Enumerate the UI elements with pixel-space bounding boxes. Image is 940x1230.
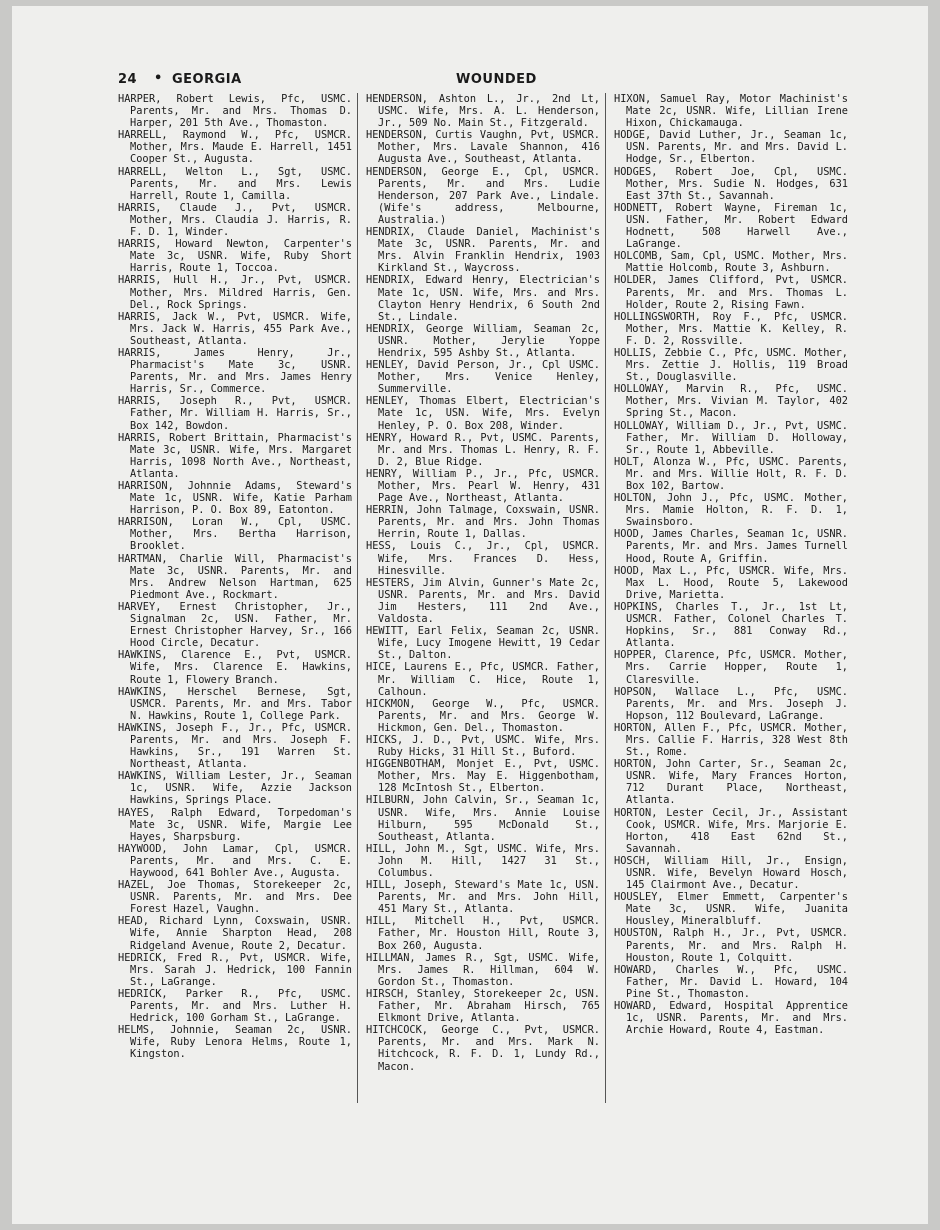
- casualty-entry: HENLEY, Thomas Elbert, Electrician's Mate 1c, USN. Wife, Mrs. Evelyn Henley, P. O. Box 208, Winder.: [366, 395, 600, 432]
- casualty-entry: HORTON, Lester Cecil, Jr., Assistant Cook, USMCR. Wife, Mrs. Marjorie E. Horton, 418 East 62nd St., Savannah.: [614, 806, 848, 855]
- casualty-entry: HORTON, Allen F., Pfc, USMCR. Mother, Mrs. Callie F. Harris, 328 West 8th St., Rome.: [614, 721, 848, 759]
- casualty-entry: HOWARD, Charles W., Pfc, USMC. Father, Mr. David L. Howard, 104 Pine St., Thomaston.: [614, 963, 848, 1000]
- column-1: [118, 93, 352, 1061]
- casualty-entry: HAWKINS, Joseph F., Jr., Pfc, USMCR. Parents, Mr. and Mrs. Joseph F. Hawkins, Sr., 191 Warren St. Northeast, Atlanta.: [118, 721, 352, 771]
- casualty-entry: HAWKINS, Herschel Bernese, Sgt, USMCR. Parents, Mr. and Mrs. Tabor N. Hawkins, Route 1, College Park.: [118, 685, 352, 722]
- casualty-entry: HENRY, William P., Jr., Pfc, USMCR. Mother, Mrs. Pearl W. Henry, 431 Page Ave., Northeast, Atlanta.: [366, 467, 600, 505]
- casualty-entry: HILBURN, John Calvin, Sr., Seaman 1c, USNR. Wife, Mrs. Annie Louise Hilburn, 595 McDonald St., Southeast, Atlanta.: [366, 794, 600, 843]
- casualty-entry: HAWKINS, Clarence E., Pvt, USMCR. Wife, Mrs. Clarence E. Hawkins, Route 1, Flowery Branch.: [118, 649, 352, 686]
- casualty-entry: HOSCH, William Hill, Jr., Ensign, USNR. Wife, Bevelyn Howard Hosch, 145 Clairmont Ave., Decatur.: [614, 854, 848, 892]
- casualty-entry: HENRY, Howard R., Pvt, USMC. Parents, Mr. and Mrs. Thomas L. Henry, R. F. D. 2, Blue Ridge.: [366, 431, 600, 468]
- casualty-entry: HIXON, Samuel Ray, Motor Machinist's Mate 2c, USNR. Wife, Lillian Irene Hixon, Chickamauga.: [614, 93, 848, 130]
- column-divider: [357, 93, 358, 1103]
- casualty-entry: HILLMAN, James R., Sgt, USMC. Wife, Mrs. James R. Hillman, 604 W. Gordon St., Thomaston.: [366, 951, 600, 988]
- casualty-entry: HODGES, Robert Joe, Cpl, USMC. Mother, Mrs. Sudie N. Hodges, 631 East 37th St., Savannah.: [614, 165, 848, 202]
- casualty-entry: HICKMON, George W., Pfc, USMCR. Parents, Mr. and Mrs. George W. Hickmon, Gen. Del., Thomaston.: [366, 697, 600, 734]
- casualty-entry: HENDRIX, Claude Daniel, Machinist's Mate 3c, USNR. Parents, Mr. and Mrs. Alvin Franklin Hendrix, 1903 Kirkland St., Waycross.: [366, 226, 600, 275]
- casualty-entry: HOLTON, John J., Pfc, USMC. Mother, Mrs. Mamie Holton, R. F. D. 1, Swainsboro.: [614, 492, 848, 529]
- casualty-entry: HOLLOWAY, William D., Jr., Pvt, USMC. Father, Mr. William D. Holloway, Sr., Route 1, Abbeville.: [614, 419, 848, 456]
- casualty-entry: HARRIS, Hull H., Jr., Pvt, USMCR. Mother, Mrs. Mildred Harris, Gen. Del., Rock Springs.: [118, 274, 352, 311]
- casualty-entry: HEDRICK, Parker R., Pfc, USMC. Parents, Mr. and Mrs. Luther H. Hedrick, 100 Gorham St., LaGrange.: [118, 987, 352, 1025]
- casualty-entry: HOPSON, Wallace L., Pfc, USMC. Parents, Mr. and Mrs. Joseph J. Hopson, 112 Boulevard, LaGrange.: [614, 685, 848, 722]
- casualty-entry: HENDERSON, Ashton L., Jr., 2nd Lt, USMC. Wife, Mrs. A. L. Henderson, Jr., 509 No. Main St., Fitzgerald.: [366, 93, 600, 130]
- casualty-entry: HAWKINS, William Lester, Jr., Seaman 1c, USNR. Wife, Azzie Jackson Hawkins, Springs Place.: [118, 770, 352, 807]
- casualty-entry: HENDRIX, George William, Seaman 2c, USNR. Mother, Jerylie Yoppe Hendrix, 595 Ashby St., Atlanta.: [366, 322, 600, 359]
- column-2: [366, 93, 600, 1073]
- casualty-entry: HARRIS, James Henry, Jr., Pharmacist's Mate 3c, USNR. Parents, Mr. and Mrs. James Henry Harris, Sr., Commerce.: [118, 346, 352, 396]
- casualty-entry: HARRELL, Raymond W., Pfc, USMCR. Mother, Mrs. Maude E. Harrell, 1451 Cooper St., Augusta.: [118, 129, 352, 166]
- casualty-entry: HARRIS, Robert Brittain, Pharmacist's Mate 3c, USNR. Wife, Mrs. Margaret Harris, 1098 North Ave., Northeast, Atlanta.: [118, 431, 352, 480]
- casualty-entry: HOUSTON, Ralph H., Jr., Pvt, USMCR. Parents, Mr. and Mrs. Ralph H. Houston, Route 1, Colquitt.: [614, 927, 848, 964]
- page-title: WOUNDED: [456, 72, 537, 87]
- casualty-entry: HOOD, Max L., Pfc, USMCR. Wife, Mrs. Max L. Hood, Route 5, Lakewood Drive, Marietta.: [614, 564, 848, 601]
- casualty-entry: HARRISON, Loran W., Cpl, USMC. Mother, Mrs. Bertha Harrison, Brooklet.: [118, 516, 352, 553]
- casualty-entry: HICKS, J. D., Pvt, USMC. Wife, Mrs. Ruby Hicks, 31 Hill St., Buford.: [366, 733, 600, 759]
- page-number: 24: [118, 72, 138, 87]
- casualty-entry: HOLT, Alonza W., Pfc, USMC. Parents, Mr. and Mrs. Willie Holt, R. F. D. Box 102, Bartow.: [614, 455, 848, 492]
- casualty-entry: HENLEY, David Person, Jr., Cpl USMC. Mother, Mrs. Venice Henley, Summerville.: [366, 359, 600, 396]
- casualty-entry: HODNETT, Robert Wayne, Fireman 1c, USN. Father, Mr. Robert Edward Hodnett, 508 Harwell Ave., LaGrange.: [614, 201, 848, 251]
- casualty-entry: HOLDER, James Clifford, Pvt, USMCR. Parents, Mr. and Mrs. Thomas L. Holder, Route 2, Rising Fawn.: [614, 274, 848, 311]
- casualty-entry: HILL, Joseph, Steward's Mate 1c, USN. Parents, Mr. and Mrs. John Hill, 451 Mary St., Atlanta.: [366, 879, 600, 916]
- column-3: [614, 93, 848, 1036]
- casualty-entry: HARRELL, Welton L., Sgt, USMC. Parents, Mr. and Mrs. Lewis Harrell, Route 1, Camilla.: [118, 165, 352, 202]
- casualty-entry: HENDRIX, Edward Henry, Electrician's Mate 1c, USN. Wife, Mrs. and Mrs. Clayton Henry Hendrix, 6 South 2nd St., Lindale.: [366, 274, 600, 323]
- casualty-entry: HOPPER, Clarence, Pfc, USMCR. Mother, Mrs. Carrie Hopper, Route 1, Claresville.: [614, 649, 848, 686]
- casualty-entry: HARRIS, Claude J., Pvt, USMCR. Mother, Mrs. Claudia J. Harris, R. F. D. 1, Winder.: [118, 201, 352, 239]
- state-name: GEORGIA: [172, 72, 242, 87]
- page-header: [118, 72, 872, 92]
- casualty-entry: HOLLINGSWORTH, Roy F., Pfc, USMCR. Mother, Mrs. Mattie K. Kelley, R. F. D. 2, Rossville.: [614, 310, 848, 347]
- casualty-entry: HILL, Mitchell H., Pvt, USMCR. Father, Mr. Houston Hill, Route 3, Box 260, Augusta.: [366, 915, 600, 952]
- casualty-entry: HICE, Laurens E., Pfc, USMCR. Father, Mr. William C. Hice, Route 1, Calhoun.: [366, 661, 600, 698]
- casualty-entry: HARPER, Robert Lewis, Pfc, USMC. Parents, Mr. and Mrs. Thomas D. Harper, 201 5th Ave., Thomaston.: [118, 93, 352, 130]
- casualty-entry: HAYES, Ralph Edward, Torpedoman's Mate 3c, USNR. Wife, Margie Lee Hayes, Sharpsburg.: [118, 806, 352, 843]
- casualty-entry: HOLLIS, Zebbie C., Pfc, USMC. Mother, Mrs. Zettie J. Hollis, 119 Broad St., Douglasville.: [614, 346, 848, 384]
- casualty-entry: HILL, John M., Sgt, USMC. Wife, Mrs. John M. Hill, 1427 31 St., Columbus.: [366, 842, 600, 879]
- casualty-entry: HOUSLEY, Elmer Emmett, Carpenter's Mate 3c, USNR. Wife, Juanita Housley, Mineralbluff.: [614, 891, 848, 928]
- casualty-entry: HORTON, John Carter, Sr., Seaman 2c, USNR. Wife, Mary Frances Horton, 712 Durant Place, Northeast, Atlanta.: [614, 758, 848, 807]
- casualty-entry: HOLLOWAY, Marvin R., Pfc, USMC. Mother, Mrs. Vivian M. Taylor, 402 Spring St., Macon.: [614, 383, 848, 420]
- casualty-entry: HIGGENBOTHAM, Monjet E., Pvt, USMC. Mother, Mrs. May E. Higgenbotham, 128 McIntosh St., Elberton.: [366, 758, 600, 795]
- casualty-entry: HOWARD, Edward, Hospital Apprentice 1c, USNR. Parents, Mr. and Mrs. Archie Howard, Route 4, Eastman.: [614, 1000, 848, 1037]
- casualty-entry: HARRISON, Johnnie Adams, Steward's Mate 1c, USNR. Wife, Katie Parham Harrison, P. O. Box 89, Eatonton.: [118, 480, 352, 517]
- casualty-entry: HOPKINS, Charles T., Jr., 1st Lt, USMCR. Father, Colonel Charles T. Hopkins, Sr., 881 Conway Rd., Atlanta.: [614, 600, 848, 650]
- casualty-entry: HENDERSON, Curtis Vaughn, Pvt, USMCR. Mother, Mrs. Lavale Shannon, 416 Augusta Ave., Southeast, Atlanta.: [366, 129, 600, 166]
- casualty-entry: HARRIS, Jack W., Pvt, USMCR. Wife, Mrs. Jack W. Harris, 455 Park Ave., Southeast, Atlanta.: [118, 310, 352, 347]
- casualty-entry: HEDRICK, Fred R., Pvt, USMCR. Wife, Mrs. Sarah J. Hedrick, 100 Fannin St., LaGrange.: [118, 951, 352, 988]
- header-bullet: •: [154, 71, 163, 86]
- casualty-entry: HELMS, Johnnie, Seaman 2c, USNR. Wife, Ruby Lenora Helms, Route 1, Kingston.: [118, 1024, 352, 1061]
- casualty-entry: HAYWOOD, John Lamar, Cpl, USMCR. Parents, Mr. and Mrs. C. E. Haywood, 641 Bohler Ave., Augusta.: [118, 842, 352, 879]
- casualty-entry: HENDERSON, George E., Cpl, USMCR. Parents, Mr. and Mrs. Ludie Henderson, 207 Park Ave., Lindale. (Wife's address, Melbourne, Australia.): [366, 165, 600, 226]
- casualty-entry: HIRSCH, Stanley, Storekeeper 2c, USN. Father, Mr. Abraham Hirsch, 765 Elkmont Drive, Atlanta.: [366, 987, 600, 1025]
- casualty-entry: HEAD, Richard Lynn, Coxswain, USNR. Wife, Annie Sharpton Head, 208 Ridgeland Avenue, Route 2, Decatur.: [118, 915, 352, 952]
- casualty-entry: HESS, Louis C., Jr., Cpl, USMCR. Wife, Mrs. Frances D. Hess, Hinesville.: [366, 540, 600, 577]
- casualty-entry: HARVEY, Ernest Christopher, Jr., Signalman 2c, USN. Father, Mr. Ernest Christopher Harvey, Sr., 166 Hood Circle, Decatur.: [118, 600, 352, 650]
- column-divider: [605, 93, 606, 1103]
- casualty-entry: HOLCOMB, Sam, Cpl, USMC. Mother, Mrs. Mattie Holcomb, Route 3, Ashburn.: [614, 250, 848, 275]
- casualty-entry: HARRIS, Howard Newton, Carpenter's Mate 3c, USNR. Wife, Ruby Short Harris, Route 1, Toccoa.: [118, 238, 352, 275]
- casualty-entry: HOOD, James Charles, Seaman 1c, USNR. Parents, Mr. and Mrs. James Turnell Hood, Route A, Griffin.: [614, 528, 848, 565]
- casualty-entry: HEWITT, Earl Felix, Seaman 2c, USNR. Wife, Lucy Imogene Hewitt, 19 Cedar St., Dalton.: [366, 625, 600, 662]
- casualty-entry: HESTERS, Jim Alvin, Gunner's Mate 2c, USNR. Parents, Mr. and Mrs. David Jim Hesters, 111 2nd Ave., Valdosta.: [366, 576, 600, 626]
- casualty-entry: HAZEL, Joe Thomas, Storekeeper 2c, USNR. Parents, Mr. and Mrs. Dee Forest Hazel, Vaughn.: [118, 879, 352, 916]
- casualty-entry: HODGE, David Luther, Jr., Seaman 1c, USN. Parents, Mr. and Mrs. David L. Hodge, Sr., Elberton.: [614, 129, 848, 166]
- casualty-entry: HARTMAN, Charlie Will, Pharmacist's Mate 3c, USNR. Parents, Mr. and Mrs. Andrew Nelson Hartman, 625 Piedmont Ave., Rockmart.: [118, 552, 352, 601]
- casualty-entry: HERRIN, John Talmage, Coxswain, USNR. Parents, Mr. and Mrs. John Thomas Herrin, Route 1, Dallas.: [366, 504, 600, 541]
- casualty-entry: HARRIS, Joseph R., Pvt, USMCR. Father, Mr. William H. Harris, Sr., Box 142, Bowdon.: [118, 395, 352, 432]
- casualty-entry: HITCHCOCK, George C., Pvt, USMCR. Parents, Mr. and Mrs. Mark N. Hitchcock, R. F. D. 1, Lundy Rd., Macon.: [366, 1024, 600, 1073]
